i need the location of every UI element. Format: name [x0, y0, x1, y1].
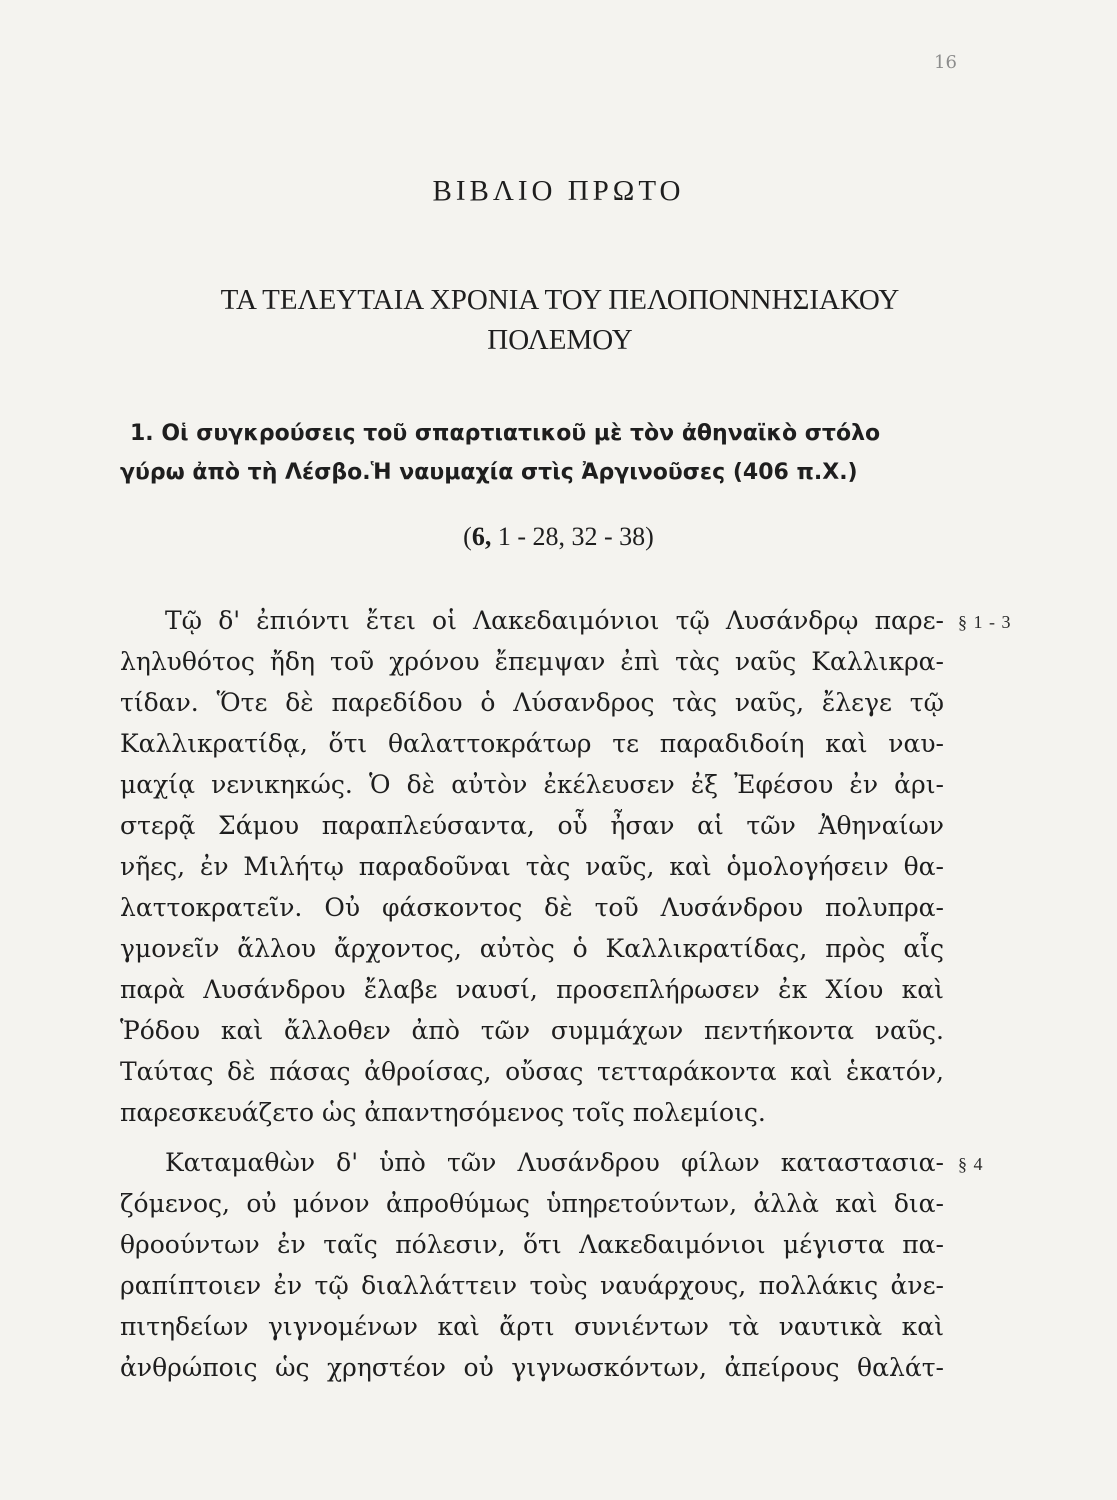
- text-line: νῆες, ἐν Μιλήτῳ παραδοῦναι τὰς ναῦς, καὶ ὁμολογήσειν θα-: [120, 852, 944, 881]
- margin-reference: § 4: [958, 1154, 984, 1174]
- reference-ranges: 1 - 28, 32 - 38: [497, 522, 646, 551]
- text-line: Ταύτας δὲ πάσας ἀθροίσας, οὔσας τετταράκοντα καὶ ἑκατόν,: [120, 1057, 944, 1086]
- section-heading-line: [120, 414, 960, 453]
- section-number: 1.: [130, 421, 154, 446]
- section-heading: [120, 414, 960, 492]
- text-line: θροούντων ἐν ταῖς πόλεσιν, ὅτι Λακεδαιμόνιοι μέγιστα πα-: [120, 1230, 944, 1259]
- section-heading-text: Οἱ συγκρούσεις τοῦ σπαρτιατικοῦ μὲ τὸν ἀθηναϊκὸ στόλο: [161, 421, 881, 446]
- page-number: 16: [934, 52, 957, 73]
- text-line: Ῥόδου καὶ ἄλλοθεν ἀπὸ τῶν συμμάχων πεντήκοντα ναῦς.: [120, 1016, 944, 1045]
- section-heading-line: γύρω ἀπὸ τὴ Λέσβο.Ἡ ναυμαχία στὶς Ἀργινοῦσες (406 π.Χ.): [120, 460, 858, 485]
- chapter-title-line: ΠΟΛΕΜΟΥ: [487, 324, 633, 356]
- text-line: παρὰ Λυσάνδρου ἔλαβε ναυσί, προσεπλήρωσεν ἐκ Χίου καὶ: [120, 975, 944, 1004]
- text-line: τίδαν. Ὅτε δὲ παρεδίδου ὁ Λύσανδρος τὰς ναῦς, ἔλεγε τῷ: [120, 688, 944, 717]
- text-line: Καταμαθὼν δ' ὑπὸ τῶν Λυσάνδρου φίλων καταστασια-: [165, 1148, 944, 1177]
- reference-book-chapter: 6,: [471, 522, 492, 551]
- text-line: γμονεῖν ἄλλου ἄρχοντος, αὐτὸς ὁ Καλλικρατίδας, πρὸς αἷς: [120, 934, 944, 963]
- chapter-title: [120, 280, 1000, 360]
- text-line: λαττοκρατεῖν. Οὐ φάσκοντος δὲ τοῦ Λυσάνδρου πολυπρα-: [120, 893, 944, 922]
- text-line: ζόμενος, οὐ μόνον ἀπροθύμως ὑπηρετούντων, ἀλλὰ καὶ δια-: [120, 1189, 944, 1218]
- margin-reference: § 1 - 3: [958, 612, 1012, 632]
- text-line: παρεσκευάζετο ὡς ἀπαντησόμενος τοῖς πολεμίοις.: [120, 1098, 766, 1127]
- text-line: Τῷ δ' ἐπιόντι ἔτει οἱ Λακεδαιμόνιοι τῷ Λυσάνδρῳ παρε-: [165, 606, 944, 635]
- text-line: ληλυθότος ἤδη τοῦ χρόνου ἔπεμψαν ἐπὶ τὰς ναῦς Καλλικρα-: [120, 647, 944, 676]
- book-title: ΒΙΒΛΙΟ ΠΡΩΤΟ: [432, 175, 685, 207]
- text-line: Καλλικρατίδᾳ, ὅτι θαλαττοκράτωρ τε παραδιδοίη καὶ ναυ-: [120, 729, 944, 758]
- text-line: στερᾷ Σάμου παραπλεύσαντα, οὗ ἦσαν αἱ τῶν Ἀθηναίων: [120, 811, 944, 840]
- text-line: πιτηδείων γιγνομένων καὶ ἄρτι συνιέντων τὰ ναυτικὰ καὶ: [120, 1312, 944, 1341]
- text-line: ραπίπτοιεν ἐν τῷ διαλλάττειν τοὺς ναυάρχους, πολλάκις ἀνε-: [120, 1271, 944, 1300]
- passage-reference: (6, 1 - 28, 32 - 38): [463, 522, 654, 551]
- text-line: ἀνθρώποις ὡς χρηστέον οὐ γιγνωσκόντων, ἀπείρους θαλάτ-: [120, 1353, 944, 1382]
- text-line: μαχίᾳ νενικηκώς. Ὁ δὲ αὐτὸν ἐκέλευσεν ἐξ Ἐφέσου ἐν ἀρι-: [120, 770, 944, 799]
- chapter-title-line: ΤΑ ΤΕΛΕΥΤΑΙΑ ΧΡΟΝΙΑ ΤΟΥ ΠΕΛΟΠΟΝΝΗΣΙΑΚΟΥ: [220, 284, 900, 316]
